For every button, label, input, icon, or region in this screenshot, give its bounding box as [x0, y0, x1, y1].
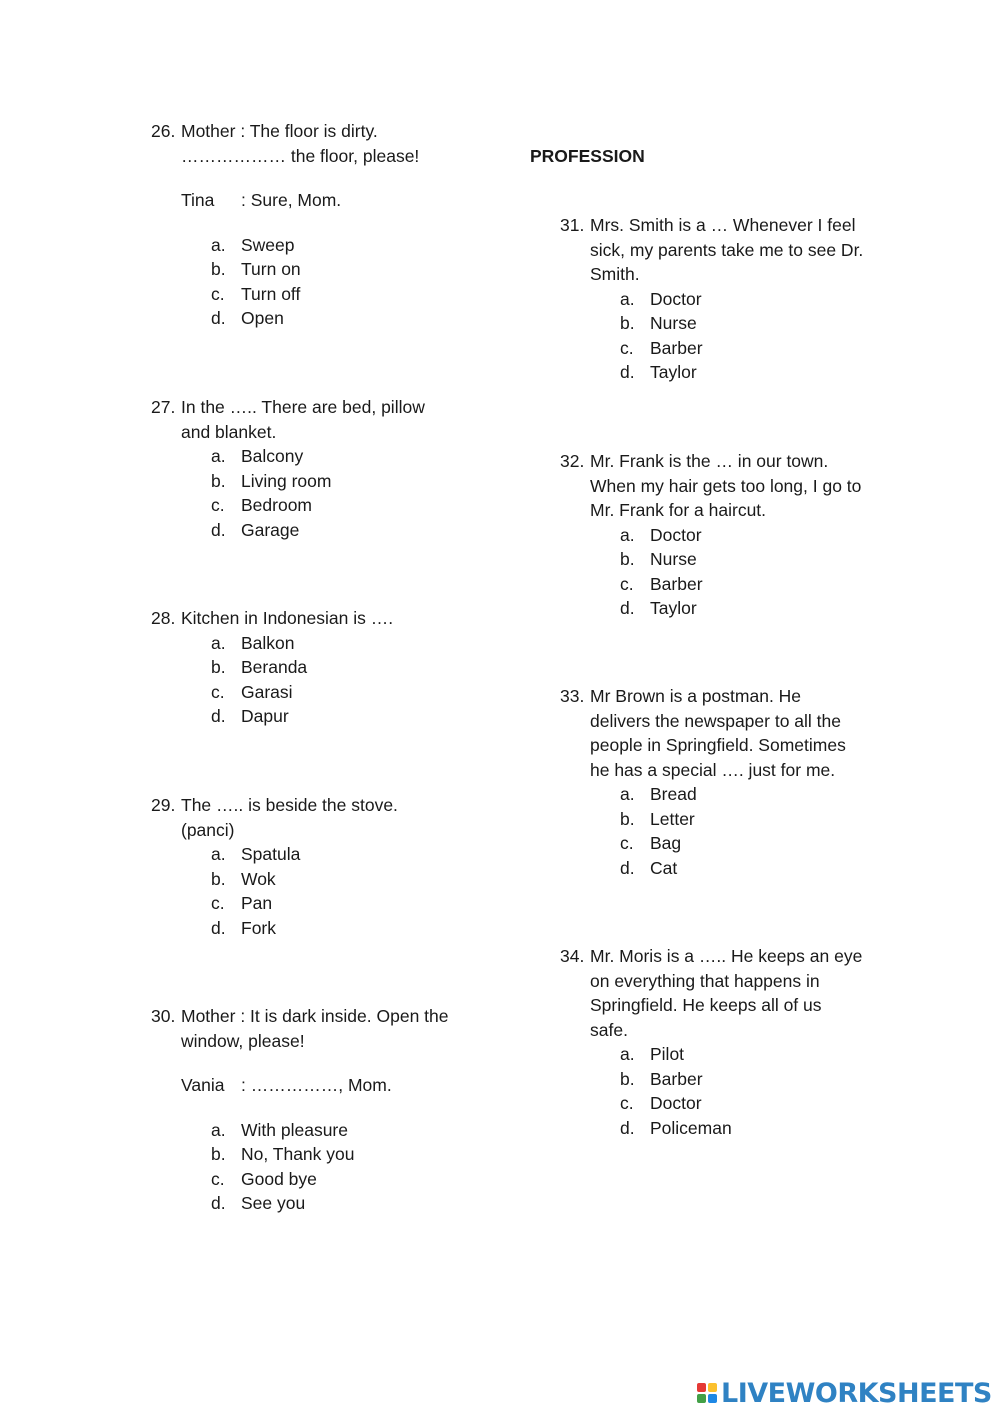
option-letter: c. — [211, 1168, 225, 1189]
question-number: 34. — [560, 946, 585, 966]
question-27 — [151, 395, 501, 542]
question-text: Mother : The floor is dirty. ……………… the floor, please! — [181, 121, 420, 166]
section-title: PROFESSION — [530, 146, 645, 166]
option[interactable] — [620, 1116, 900, 1141]
question-32 — [560, 449, 900, 621]
option-text: Barber — [650, 337, 703, 358]
option-text: Garasi — [241, 681, 293, 702]
option-text: Bedroom — [241, 495, 313, 515]
option-letter: c. — [620, 833, 634, 853]
options-list — [211, 842, 501, 940]
option-letter: b. — [211, 470, 226, 491]
option-text: Bag — [650, 833, 682, 853]
option-text: See you — [241, 1193, 306, 1213]
option-letter: b. — [211, 1144, 226, 1164]
option-letter: b. — [620, 313, 635, 333]
option[interactable] — [211, 916, 501, 941]
option-text: Taylor — [650, 362, 697, 382]
options-list — [620, 523, 900, 621]
option[interactable] — [620, 782, 900, 807]
option-text: Nurse — [650, 313, 697, 333]
option-letter: c. — [620, 1093, 634, 1113]
option-text: Balkon — [241, 632, 295, 653]
options-list — [211, 233, 501, 331]
option-text: Open — [241, 308, 284, 328]
option-text: Doctor — [650, 288, 702, 309]
option-text: Doctor — [650, 1093, 702, 1113]
question-number: 31. — [560, 215, 585, 235]
option-letter: d. — [620, 857, 635, 878]
option[interactable] — [211, 891, 501, 916]
option[interactable] — [620, 1042, 900, 1067]
option-letter: d. — [211, 1193, 226, 1213]
option-letter: c. — [211, 681, 225, 702]
brand-name: LIVEWORKSHEETS — [721, 1377, 992, 1409]
option[interactable] — [211, 518, 501, 543]
logo-square-green — [697, 1394, 706, 1403]
option-letter: d. — [620, 598, 635, 618]
option[interactable] — [620, 523, 900, 548]
option-text: Balcony — [241, 446, 304, 466]
option-text: Spatula — [241, 844, 301, 864]
option-letter: a. — [211, 1119, 226, 1140]
option[interactable] — [211, 444, 501, 469]
option-letter: c. — [620, 337, 634, 358]
logo-square-blue — [708, 1394, 717, 1403]
option-letter: b. — [211, 868, 226, 889]
logo-square-red — [697, 1383, 706, 1392]
option-letter: a. — [620, 288, 635, 309]
option[interactable] — [620, 807, 900, 832]
question-text: Mr. Frank is the … in our town. When my hair gets too long, I go to Mr. Frank for a haircut. — [590, 451, 862, 520]
option-text: Pan — [241, 893, 273, 913]
option[interactable] — [211, 469, 501, 494]
option[interactable] — [211, 704, 501, 729]
option-text: Cat — [650, 857, 678, 878]
option[interactable] — [620, 547, 900, 572]
option-letter: a. — [620, 784, 635, 804]
option-letter: d. — [211, 706, 226, 726]
dialog-line — [181, 188, 501, 213]
option-text: Nurse — [650, 549, 697, 569]
option-text: Beranda — [241, 657, 308, 677]
option-letter: c. — [211, 495, 225, 515]
option[interactable] — [211, 842, 501, 867]
option-text: Wok — [241, 868, 276, 889]
options-list — [211, 1118, 501, 1216]
option[interactable] — [620, 336, 900, 361]
option[interactable] — [620, 360, 900, 385]
question-text: Mr. Moris is a ….. He keeps an eye on everything that happens in Springfield. He keeps all of us safe. — [590, 946, 863, 1040]
option[interactable] — [211, 493, 501, 518]
option-text: Barber — [650, 573, 703, 594]
question-number: 33. — [560, 686, 585, 706]
option-letter: a. — [620, 1044, 635, 1064]
option-letter: a. — [211, 632, 226, 653]
option-text: Letter — [650, 808, 695, 829]
option-letter: c. — [211, 283, 225, 304]
option-letter: d. — [211, 308, 226, 328]
option-text: No, Thank you — [241, 1144, 355, 1164]
question-text: Mrs. Smith is a … Whenever I feel sick, my parents take me to see Dr. Smith. — [590, 215, 864, 284]
option[interactable] — [620, 831, 900, 856]
question-28 — [151, 606, 501, 729]
option-text: Garage — [241, 519, 300, 540]
option-text: Doctor — [650, 524, 702, 545]
question-31 — [560, 213, 900, 385]
option-letter: b. — [620, 808, 635, 829]
option[interactable] — [211, 680, 501, 705]
question-number: 27. — [151, 397, 176, 417]
question-29 — [151, 793, 501, 940]
brand-footer — [697, 1375, 992, 1411]
option-text: Living room — [241, 470, 332, 491]
option[interactable] — [211, 1191, 501, 1216]
option-text: Barber — [650, 1068, 703, 1089]
dialog-text: : Sure, Mom. — [241, 190, 342, 210]
options-list — [620, 782, 900, 880]
option[interactable] — [620, 287, 900, 312]
question-text: Mother : It is dark inside. Open the window, please! — [181, 1006, 449, 1051]
option[interactable] — [211, 306, 501, 331]
option-letter: d. — [211, 519, 226, 540]
dialog-text: : ……………, Mom. — [241, 1075, 392, 1095]
option[interactable] — [211, 631, 501, 656]
option-letter: c. — [620, 573, 634, 594]
option[interactable] — [620, 1067, 900, 1092]
options-list — [211, 631, 501, 729]
logo-square-yellow — [708, 1383, 717, 1392]
dialog-line — [181, 1073, 501, 1098]
question-text: Mr Brown is a postman. He delivers the newspaper to all the people in Springfield. Sometimes he has a special …. just for me. — [590, 686, 846, 780]
option-letter: b. — [620, 1068, 635, 1089]
option[interactable] — [211, 282, 501, 307]
question-34 — [560, 944, 900, 1140]
option-text: Dapur — [241, 706, 289, 726]
liveworksheets-logo-icon — [697, 1383, 717, 1403]
option[interactable] — [620, 311, 900, 336]
question-number: 28. — [151, 608, 176, 628]
question-26 — [151, 119, 501, 331]
option-text: Good bye — [241, 1168, 317, 1189]
question-text: The ….. is beside the stove. (panci) — [181, 795, 398, 840]
option-letter: c. — [211, 893, 225, 913]
option-letter: b. — [620, 549, 635, 569]
option-letter: a. — [211, 844, 226, 864]
option-text: Policeman — [650, 1117, 732, 1138]
option-letter: b. — [211, 259, 226, 279]
question-number: 26. — [151, 121, 176, 141]
question-text: In the ….. There are bed, pillow and blanket. — [181, 397, 425, 442]
option-letter: d. — [620, 362, 635, 382]
option-text: Pilot — [650, 1044, 685, 1064]
options-list — [620, 287, 900, 385]
option[interactable] — [620, 856, 900, 881]
option-text: Taylor — [650, 598, 697, 618]
option[interactable] — [211, 257, 501, 282]
question-number: 30. — [151, 1006, 176, 1026]
option[interactable] — [620, 596, 900, 621]
option-letter: a. — [211, 234, 226, 255]
dialog-speaker: Vania — [181, 1075, 225, 1095]
option[interactable] — [211, 1167, 501, 1192]
option-text: Turn on — [241, 259, 301, 279]
option-text: Bread — [650, 784, 697, 804]
question-number: 29. — [151, 795, 176, 815]
option-text: Sweep — [241, 234, 295, 255]
option-text: Turn off — [241, 283, 301, 304]
option-letter: b. — [211, 657, 226, 677]
option-letter: d. — [620, 1117, 635, 1138]
option[interactable] — [211, 867, 501, 892]
option[interactable] — [211, 1118, 501, 1143]
option[interactable] — [620, 1091, 900, 1116]
option-letter: a. — [211, 446, 226, 466]
option[interactable] — [620, 572, 900, 597]
question-text: Kitchen in Indonesian is …. — [181, 608, 394, 628]
option[interactable] — [211, 1142, 501, 1167]
option-letter: d. — [211, 917, 226, 938]
option-text: With pleasure — [241, 1119, 348, 1140]
dialog-speaker: Tina — [181, 190, 215, 210]
options-list — [620, 1042, 900, 1140]
question-33 — [560, 684, 900, 880]
option-text: Fork — [241, 917, 276, 938]
option-letter: a. — [620, 524, 635, 545]
question-30 — [151, 1004, 501, 1216]
question-number: 32. — [560, 451, 585, 471]
options-list — [211, 444, 501, 542]
option[interactable] — [211, 233, 501, 258]
option[interactable] — [211, 655, 501, 680]
